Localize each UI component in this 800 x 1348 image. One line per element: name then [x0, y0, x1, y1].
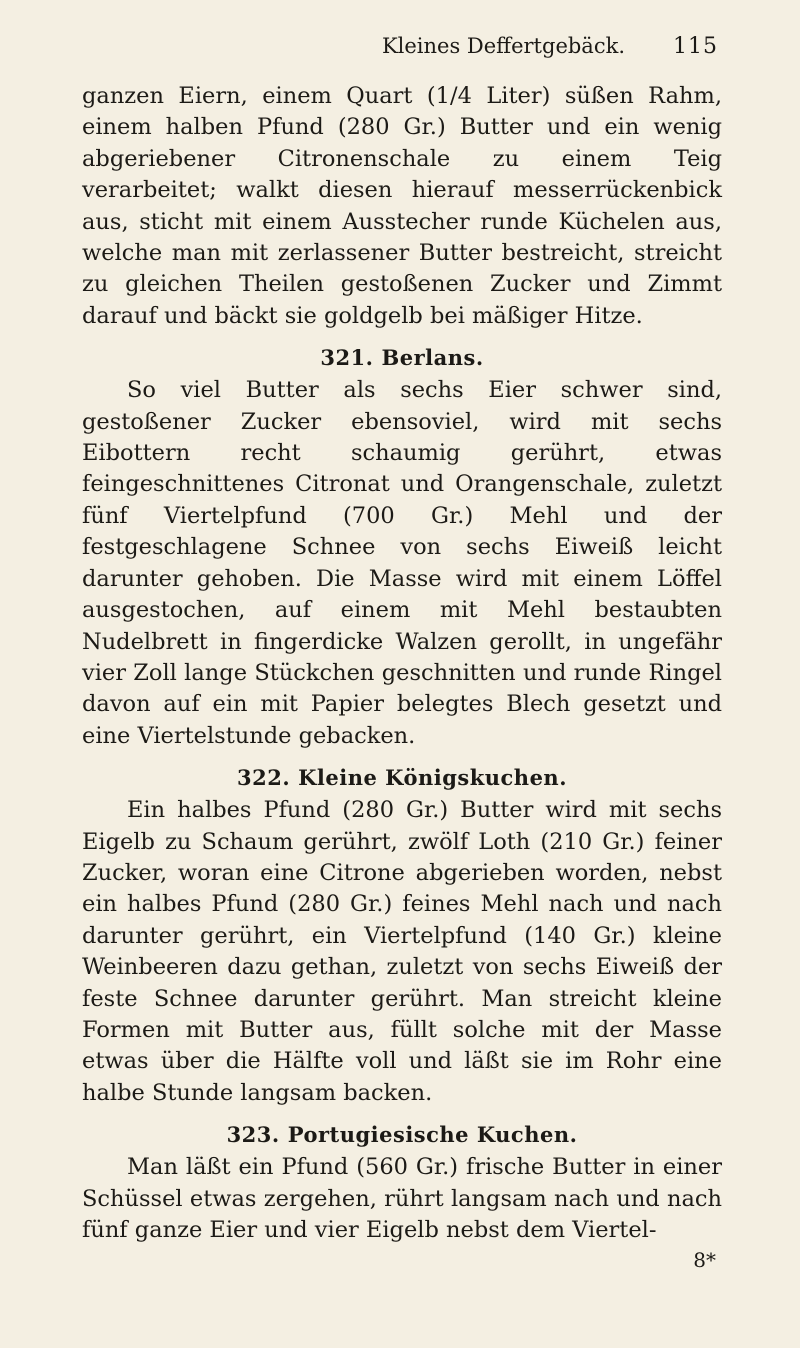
section-number: 323. — [226, 1122, 280, 1148]
section-heading — [82, 342, 722, 373]
section-text: So viel Butter als sechs Eier schwer sind, gestoßener Zucker ebensoviel, wird mit sechs Eibottern recht schaumig gerührt, etwas feingeschnittenes Citronat und Orangenschale, zuletzt fünf Viertelpfund (700 Gr.) Mehl und der festgeschlagene Schnee von sechs Eiweiß leicht darunter gehoben. Die Masse wird mit einem Löffel ausgestochen, auf einem mit Mehl bestaubten Nudelbrett in fingerdicke Walzen gerollt, in ungefähr vier Zoll lange Stückchen geschnitten und runde Ringel davon auf ein mit Papier belegtes Blech gesetzt und eine Viertelstunde gebacken. — [82, 377, 722, 749]
book-page — [82, 34, 722, 1272]
running-header — [82, 34, 718, 59]
section-heading — [82, 762, 722, 793]
section-title: Portugiesische Kuchen. — [287, 1122, 578, 1148]
page-number: 115 — [673, 34, 718, 59]
section-number: 321. — [320, 345, 374, 371]
section-title: Kleine Königskuchen. — [298, 765, 568, 791]
running-title: Kleines Deffertgebäck. — [381, 34, 625, 58]
printer-signature: 8* — [693, 1248, 716, 1273]
section-text: Man läßt ein Pfund (560 Gr.) frische Butter in einer Schüssel etwas zergehen, rührt langsam nach und nach fünf ganze Eier und vier Eigelb nebst dem Viertel- — [82, 1154, 722, 1243]
section-text: Ein halbes Pfund (280 Gr.) Butter wird mit sechs Eigelb zu Schaum gerührt, zwölf Loth (210 Gr.) feiner Zucker, woran eine Citrone abgerieben worden, nebst ein halbes Pfund (280 Gr.) feines Mehl nach und nach darunter gerührt, ein Viertelpfund (140 Gr.) kleine Weinbeeren dazu gethan, zuletzt von sechs Eiweiß der feste Schnee darunter gerührt. Man streicht kleine Formen mit Butter aus, füllt solche mit der Masse etwas über die Hälfte voll und läßt sie im Rohr eine halbe Stunde langsam backen. — [82, 797, 722, 1106]
continuation-paragraph: ganzen Eiern, einem Quart (1/4 Liter) süßen Rahm, einem halben Pfund (280 Gr.) Butter und ein wenig abgeriebener Citronenschale zu einem Teig verarbeitet; walkt diesen hierauf messerrückenbick aus, sticht mit einem Ausstecher runde Küchelen aus, welche man mit zerlassener Butter bestreicht, streicht zu gleichen Theilen gestoßenen Zucker und Zimmt darauf und bäckt sie goldgelb bei mäßiger Hitze. — [82, 83, 722, 329]
section-heading — [82, 1119, 722, 1150]
section-number: 322. — [236, 765, 291, 791]
section-title: Berlans. — [381, 345, 484, 371]
